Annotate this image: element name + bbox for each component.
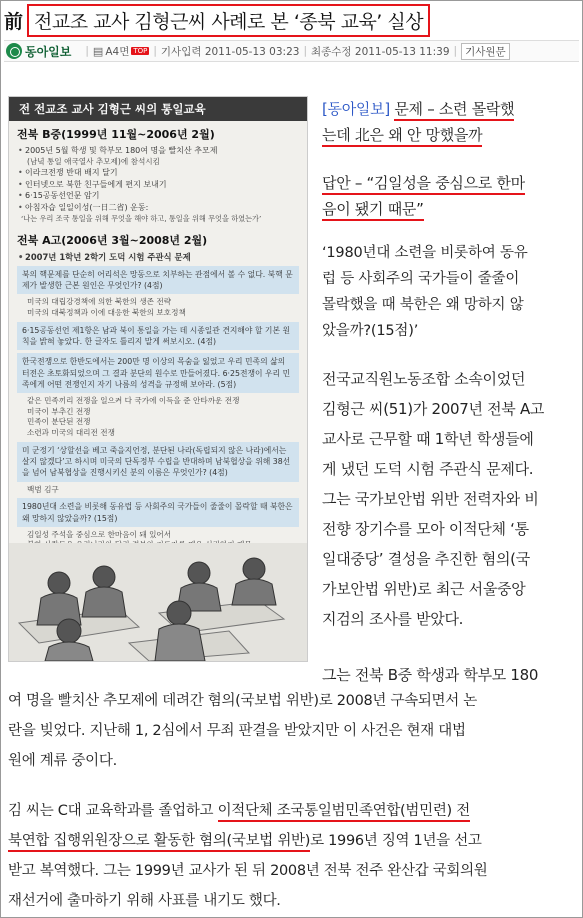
exam-question: 한국전쟁으로 한반도에서는 200만 명 이상의 목숨을 잃었고 우리 민족의 삶의 터전은 초토화되었으며 그 결과 분단의 원수로 만들어졌다. 6·25전쟁이 우리 민족에게 어떤 전쟁인지 자기 나름의 성격을 규정해 보아라. (5점): [17, 353, 299, 393]
list-item: (남녘 통일 애국열사 추모제)에 참석시킴: [27, 156, 160, 166]
list-item: • 6·15공동선언문 암기: [17, 190, 299, 202]
body-line: 가보안법 위반)로 최근 서울중앙: [322, 580, 526, 598]
body-line: 일대중당’ 결성을 추진한 혐의(국: [322, 550, 530, 568]
article-lead-column: [322, 96, 577, 690]
infographic-section-a-high: [9, 224, 307, 573]
answer-item: 미국의 대립강경책에 의한 북한의 생존 전략: [27, 297, 172, 307]
section-title: 전북 B중(1999년 11월~2006년 2월): [17, 128, 215, 141]
body-text: 로 1996년 징역 1년을 선고: [310, 833, 482, 849]
body-line: 게 냈던 도덕 시험 주관식 문제다.: [322, 460, 534, 478]
answer-headline-line1: [322, 170, 577, 196]
body-line: 그는 전북 B중 학생과 학부모 180: [322, 666, 539, 684]
body-line: 받고 복역했다. 그는 1999년 교사가 된 뒤 2008년 전북 전주 완산갑 국회의원: [8, 863, 488, 879]
infographic-section-b-middle: [9, 121, 307, 224]
exam-question: 미 군정기 ‘상할선을 베고 죽을지언정, 분단된 나라(독립되지 않은 나라)에서는 살지 않겠다’고 하시며 미국의 단독정부 수립을 반대하며 남북협상을 위해 38선을 넘어 남북협상을 진행시키신 분의 이름은 무엇인가? (4점): [17, 442, 299, 482]
quote-line: ‘1980년대 소련을 비롯하여 동유: [322, 245, 528, 261]
answer-headline-cont: 음이 됐기 때문”: [322, 200, 424, 221]
body-line: 여 명을 빨치산 추모제에 데려간 혐의(국보법 위반)로 2008년 구속되면서 논: [8, 693, 477, 709]
question-headline-line1: [322, 96, 577, 122]
publisher-logo[interactable]: [6, 43, 71, 60]
article-paragraph-1: [322, 364, 577, 634]
divider: |: [303, 45, 307, 57]
classroom-drawing: [9, 543, 308, 661]
body-line: [8, 826, 576, 856]
question-headline-cont: 는데 北은 왜 안 망했을까: [322, 126, 482, 147]
top-badge: TOP: [133, 47, 148, 55]
answer-item: 같은 민족끼리 전쟁을 일으켜 다 국가에 이득을 준 안타까운 전쟁: [27, 396, 240, 406]
body-line: 그는 국가보안법 위반 전력자와 비: [322, 490, 539, 508]
publisher-name: 동아일보: [25, 44, 72, 59]
body-line: 지검의 조사를 받았다.: [322, 610, 464, 628]
exam-question: 북의 핵문제를 단순히 어리석은 망동으로 치부하는 관점에서 볼 수 없다. 북핵 문제가 발생한 근본 원인은 무엇인가? (4점): [17, 266, 299, 295]
exam-label: • 2007년 1학년 2학기 도덕 시험 주관식 문제: [17, 251, 299, 263]
body-line: 전국교직원노동조합 소속이었던: [322, 370, 526, 388]
original-article-link[interactable]: 기사원문: [461, 43, 510, 60]
body-line: [8, 796, 576, 826]
body-line: 교사로 근무할 때 1학년 학생들에: [322, 430, 534, 448]
list-item: ‘나는 우리 조국 통일을 위해 무엇을 해야 하고, 통일을 위해 무엇을 하였는가’: [21, 213, 262, 223]
body-line: 재선거에 출마하기 위해 사표를 내기도 했다.: [8, 893, 281, 909]
section-title: 전북 A고(2006년 3월~2008년 2월): [17, 233, 208, 247]
article-paragraph-3: [8, 796, 576, 916]
divider: |: [85, 45, 89, 57]
answer-item: 미국이 부추긴 전쟁: [27, 406, 91, 416]
exam-quote: [322, 240, 577, 344]
answer-item: 민족이 분단된 전쟁: [27, 417, 91, 427]
body-text: 김 씨는 C대 교육학과를 졸업하고: [8, 803, 218, 819]
answer-item: 백범 김구: [27, 484, 59, 494]
infographic-title: 전 전교조 교사 김형근 씨의 통일교육: [9, 97, 307, 121]
answer-item: 미국의 대북정책과 이에 대응한 북한의 보호정책: [27, 308, 186, 318]
answer-headline-line2: [322, 196, 577, 222]
article-meta: [4, 40, 579, 62]
body-line: 란을 빚었다. 지난해 1, 2심에서 무죄 판결을 받았지만 이 사건은 현재 대법: [8, 723, 466, 739]
publisher-logo-icon: [6, 43, 22, 59]
headline-prefix: 前: [4, 10, 24, 33]
list-item: • 이라크전쟁 반대 배지 달기: [17, 167, 299, 179]
answer-item: 김일성 주석을 중심으로 한마음이 돼 있어서: [27, 529, 172, 539]
source-tag: [동아일보]: [322, 100, 395, 118]
infographic-image: [8, 96, 308, 662]
answer-item: 소련과 미국의 대리전 전쟁: [27, 428, 115, 438]
quote-line: 았을까?(15점)’: [322, 323, 419, 339]
exam-question: 1980년대 소련을 비롯해 동유럽 등 사회주의 국가들이 줄줄이 몰락할 때 북한은 왜 망하지 않았을까? (15점): [17, 498, 299, 527]
question-headline: 문제 – 소련 몰락했: [394, 100, 514, 121]
headline: 전교조 교사 김형근씨 사례로 본 ‘종북 교육’ 실상: [27, 4, 430, 37]
body-line: 원에 계류 중이다.: [8, 753, 117, 769]
highlighted-text: 이적단체 조국통일범민족연합(범민련) 전: [218, 803, 470, 822]
question-headline-line2: [322, 122, 577, 148]
body-line: 전향 장기수를 모아 이적단체 ‘통: [322, 520, 529, 538]
page-number: A4면: [105, 45, 130, 58]
divider: |: [453, 45, 458, 57]
highlighted-text: 북연합 집행위원장으로 활동한 혐의(국보법 위반): [8, 833, 310, 852]
updated-time: 최종수정 2011-05-13 11:39: [310, 45, 450, 58]
newspaper-icon: ▤: [92, 44, 104, 58]
list-item: • 인터넷으로 북한 친구들에게 편지 보내기: [17, 179, 299, 191]
article-paragraph-2: [8, 686, 576, 776]
answer-headline: 답안 – “김일성을 중심으로 한마: [322, 174, 525, 195]
divider: |: [153, 45, 157, 57]
headline-row: [4, 4, 430, 36]
exam-question: 6·15공동선언 제1항은 남과 북이 통일을 가는 데 시종일관 견지해야 할 기본 원칙을 밝혀 놓았다. 한 글자도 틀리지 말게 써보시오. (4점): [17, 322, 299, 351]
list-item: • 2005년 5월 학생 및 학부모 180여 명을 빨치산 추모제: [17, 145, 299, 157]
body-line: 김형근 씨(51)가 2007년 전북 A고: [322, 400, 545, 418]
classroom-illustration: [9, 543, 308, 661]
quote-line: 몰락했을 때 북한은 왜 망하지 않: [322, 297, 524, 313]
created-time: 기사입력 2011-05-13 03:23: [160, 45, 300, 58]
quote-line: 럽 등 사회주의 국가들이 줄줄이: [322, 271, 520, 287]
list-item: • 아침자습 일일이성(一日二省) 운동:: [17, 202, 299, 214]
